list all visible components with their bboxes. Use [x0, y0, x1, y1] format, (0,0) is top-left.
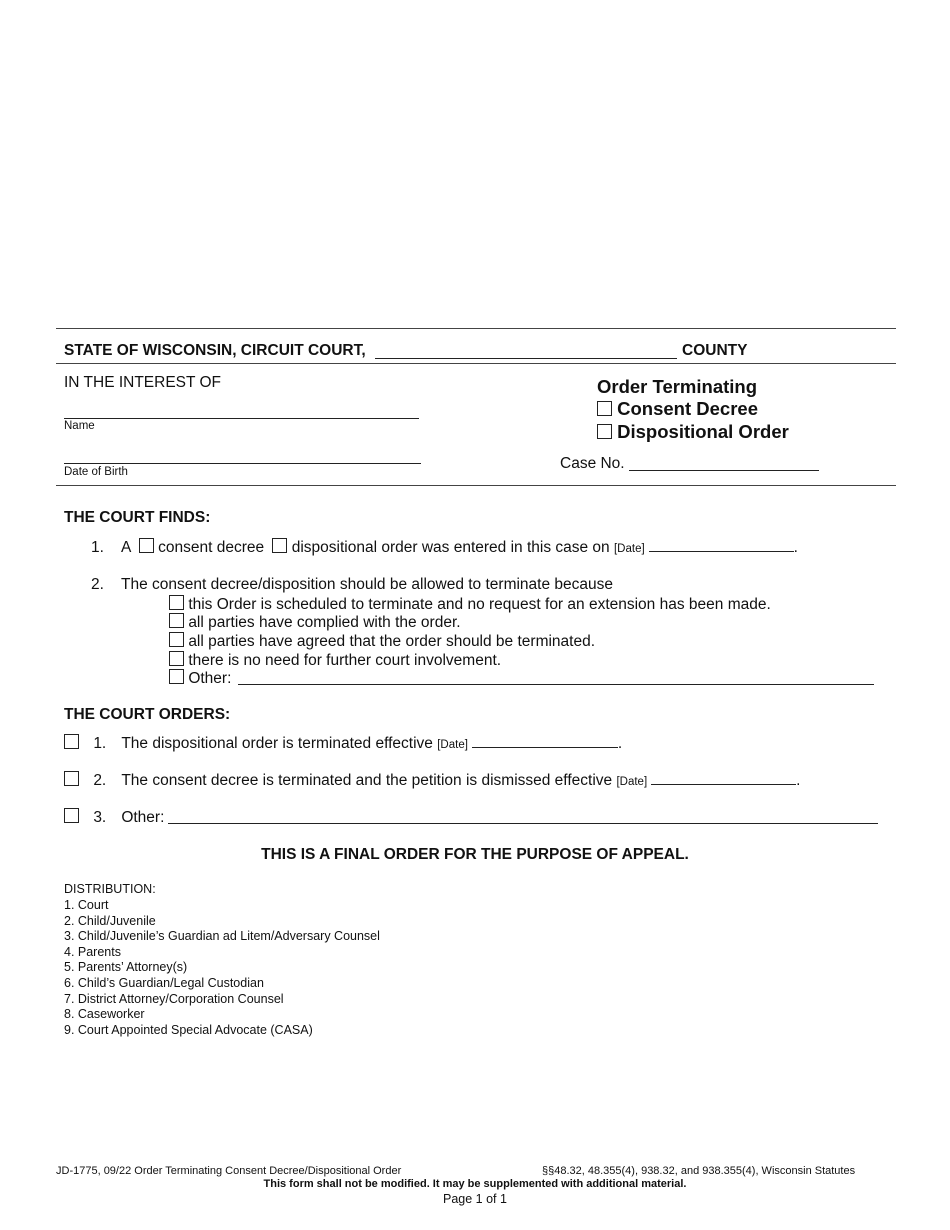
order-2-date-field[interactable]: [651, 772, 796, 785]
distribution-item: 4. Parents: [64, 944, 121, 959]
dispositional-order-option: [597, 421, 789, 443]
reason-3: [169, 632, 595, 651]
finding-1-number: 1.: [91, 539, 104, 556]
form-modification-notice: This form shall not be modified. It may be supplemented with additional material.: [263, 1178, 687, 1190]
order-3-checkbox[interactable]: [64, 808, 79, 823]
finding-consent-decree-label: consent decree: [158, 539, 265, 556]
page-number: Page 1 of 1: [443, 1192, 507, 1206]
top-rule: [56, 328, 896, 329]
reason-3-label: all parties have agreed that the order should be terminated.: [188, 633, 596, 650]
finding-dispositional-order-label: dispositional order was entered in this case on: [291, 539, 610, 556]
order-2-text: The consent decree is terminated and the petition is dismissed effective: [121, 772, 613, 789]
finding-consent-decree-checkbox[interactable]: [139, 538, 154, 553]
finding-2: [91, 576, 613, 594]
order-1-period: .: [617, 735, 623, 752]
order-3-number: 3.: [93, 809, 107, 826]
reason-4-label: there is no need for further court involvement.: [188, 652, 502, 669]
order-1-date-field[interactable]: [472, 735, 618, 748]
consent-decree-label: Consent Decree: [617, 398, 758, 419]
county-field[interactable]: [375, 358, 677, 359]
distribution-item: 8. Caseworker: [64, 1007, 145, 1022]
reason-1-checkbox[interactable]: [169, 595, 184, 610]
distribution-item: 7. District Attorney/Corporation Counsel: [64, 991, 284, 1006]
order-1-checkbox[interactable]: [64, 734, 79, 749]
distribution-item: 9. Court Appointed Special Advocate (CASA): [64, 1022, 313, 1037]
reason-2-checkbox[interactable]: [169, 613, 184, 628]
form-id: JD-1775, 09/22 Order Terminating Consent Decree/Dispositional Order: [56, 1165, 402, 1177]
finding-1-period: .: [793, 539, 798, 556]
reason-1: [169, 595, 771, 614]
order-2-date-label: [Date]: [616, 776, 648, 788]
distribution-item: 1. Court: [64, 898, 109, 912]
name-field[interactable]: [64, 418, 419, 419]
order-1-date-label: [Date]: [437, 739, 468, 751]
finding-1-a: A: [121, 539, 131, 556]
finding-dispositional-order-checkbox[interactable]: [272, 538, 287, 553]
finding-1-date-label: [Date]: [613, 543, 645, 555]
state-court-label: STATE OF WISCONSIN, CIRCUIT COURT,: [64, 342, 366, 359]
distribution-item: 5. Parents’ Attorney(s): [64, 960, 188, 975]
reason-3-checkbox[interactable]: [169, 632, 184, 647]
statutes: §§48.32, 48.355(4), 938.32, and 938.355(4), Wisconsin Statutes: [542, 1165, 856, 1177]
consent-decree-option: [597, 398, 758, 420]
distribution-item: 3. Child/Juvenile’s Guardian ad Litem/Adversary Counsel: [64, 929, 380, 944]
finding-1-date-field[interactable]: [649, 539, 794, 552]
consent-decree-checkbox[interactable]: [597, 401, 612, 416]
court-orders-heading: THE COURT ORDERS:: [64, 706, 231, 723]
dispositional-order-checkbox[interactable]: [597, 424, 612, 439]
date-of-birth-field[interactable]: [64, 463, 421, 464]
order-3: [64, 808, 164, 827]
case-no-field[interactable]: [629, 470, 819, 471]
reason-other-field[interactable]: [238, 684, 874, 685]
order-1-text: The dispositional order is terminated effective: [121, 735, 433, 752]
court-finds-heading: THE COURT FINDS:: [64, 509, 211, 526]
order-title: Order Terminating: [597, 376, 758, 397]
distribution-list: [64, 898, 380, 1038]
finding-1: [91, 538, 798, 557]
distribution-heading: DISTRIBUTION:: [64, 882, 156, 896]
order-2-period: .: [796, 772, 801, 789]
reason-2: [169, 613, 461, 632]
header-rule: [56, 363, 896, 364]
reason-1-label: this Order is scheduled to terminate and no request for an extension has been made.: [188, 596, 771, 613]
order-2-number: 2.: [93, 772, 107, 789]
order-3-text: Other:: [121, 809, 165, 826]
reason-2-label: all parties have complied with the order.: [188, 614, 461, 631]
reason-other-label: Other:: [188, 670, 232, 687]
reason-other-checkbox[interactable]: [169, 669, 184, 684]
order-2: [64, 771, 800, 790]
dispositional-order-label: Dispositional Order: [617, 421, 789, 442]
reason-4: [169, 651, 501, 670]
distribution-item: 6. Child’s Guardian/Legal Custodian: [64, 975, 264, 990]
order-1-number: 1.: [93, 735, 107, 752]
county-label: COUNTY: [682, 342, 748, 359]
order-3-other-field[interactable]: [168, 823, 878, 824]
name-label: Name: [64, 420, 95, 432]
case-no-label: Case No.: [560, 455, 625, 472]
reason-other: [169, 669, 231, 688]
date-of-birth-label: Date of Birth: [64, 466, 128, 478]
finding-2-text: The consent decree/disposition should be allowed to terminate because: [121, 576, 614, 593]
order-1: [64, 734, 622, 753]
caption-rule: [56, 485, 896, 486]
reason-4-checkbox[interactable]: [169, 651, 184, 666]
in-interest-of-label: IN THE INTEREST OF: [64, 374, 222, 391]
finding-2-number: 2.: [91, 576, 104, 593]
distribution-item: 2. Child/Juvenile: [64, 913, 156, 928]
final-order-notice: THIS IS A FINAL ORDER FOR THE PURPOSE OF APPEAL.: [261, 846, 689, 863]
order-2-checkbox[interactable]: [64, 771, 79, 786]
